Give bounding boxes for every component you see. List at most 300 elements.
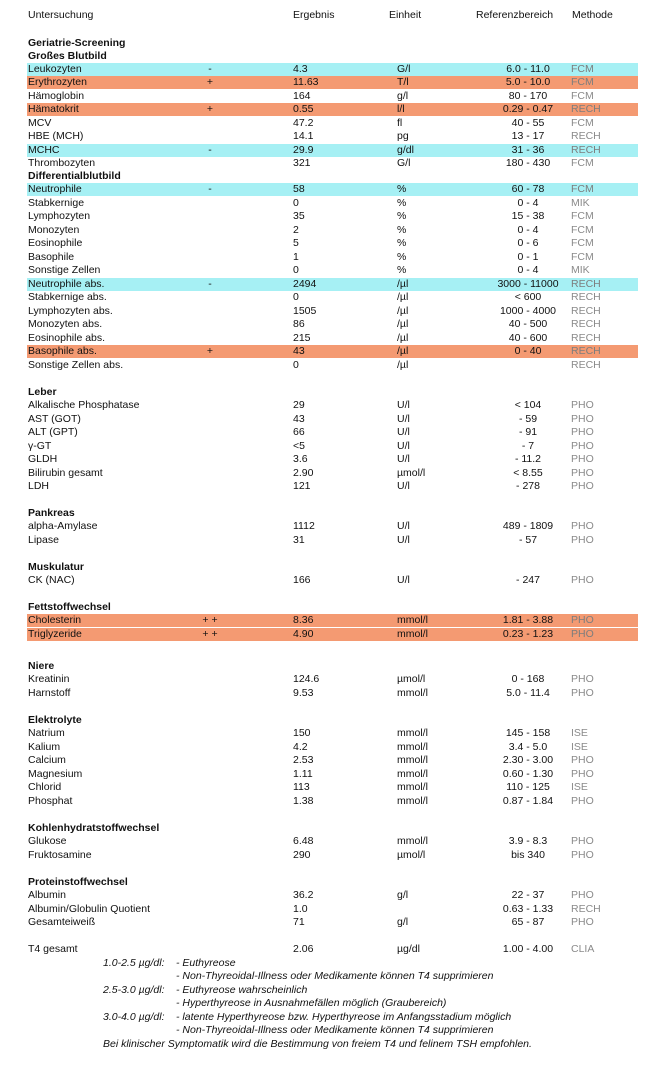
result-row	[27, 614, 638, 627]
method-code: FCM	[571, 183, 594, 195]
test-name: Fruktosamine	[28, 849, 92, 861]
test-name: Bilirubin gesamt	[28, 467, 103, 479]
section-kohlenhydratstoffwechsel: Kohlenhydratstoffwechsel	[28, 822, 160, 834]
result-unit: mmol/l	[397, 768, 428, 780]
method-code: FCM	[571, 90, 594, 102]
section-proteinstoffwechsel: Proteinstoffwechsel	[28, 876, 128, 888]
test-name: Calcium	[28, 754, 66, 766]
result-value: 29.9	[293, 144, 314, 156]
result-value: 71	[293, 916, 305, 928]
test-name: Sonstige Zellen abs.	[28, 359, 124, 371]
method-code: RECH	[571, 130, 601, 142]
method-code: FCM	[571, 251, 594, 263]
result-unit: mmol/l	[397, 687, 428, 699]
flag-indicator: +	[206, 76, 214, 88]
header-unit: Einheit	[389, 9, 422, 21]
result-unit: /µl	[397, 305, 409, 317]
reference-range: - 11.2	[514, 453, 542, 465]
reference-range: 0 - 6	[517, 237, 539, 249]
reference-range: < 600	[514, 291, 542, 303]
method-code: CLIA	[571, 943, 595, 955]
method-code: PHO	[571, 453, 594, 465]
result-row	[27, 399, 638, 412]
test-name: Erythrozyten	[28, 76, 87, 88]
reference-range: 13 - 17	[511, 130, 545, 142]
result-unit: T/l	[397, 76, 409, 88]
test-name: Monozyten	[28, 224, 80, 236]
result-unit: %	[397, 251, 407, 263]
result-unit: /µl	[397, 332, 409, 344]
header-test: Untersuchung	[28, 9, 94, 21]
test-name: Natrium	[28, 727, 65, 739]
result-row	[27, 76, 638, 89]
method-code: PHO	[571, 673, 594, 685]
result-value: 290	[293, 849, 311, 861]
reference-range: 0.63 - 1.33	[502, 903, 554, 915]
method-code: MIK	[571, 197, 590, 209]
method-code: ISE	[571, 727, 588, 739]
method-code: RECH	[571, 359, 601, 371]
test-name: GLDH	[28, 453, 58, 465]
method-code: FCM	[571, 117, 594, 129]
method-code: PHO	[571, 574, 594, 586]
method-code: RECH	[571, 144, 601, 156]
result-row	[27, 63, 638, 76]
result-row	[27, 754, 638, 767]
method-code: PHO	[571, 467, 594, 479]
result-row	[27, 673, 638, 686]
result-value: 4.2	[293, 741, 308, 753]
method-code: PHO	[571, 480, 594, 492]
result-row	[27, 157, 638, 170]
method-code: RECH	[571, 345, 601, 357]
header-reference: Referenzbereich	[476, 9, 554, 21]
result-value: 124.6	[293, 673, 320, 685]
result-value: 0.55	[293, 103, 314, 115]
test-name: Phosphat	[28, 795, 73, 807]
result-unit: mmol/l	[397, 741, 428, 753]
result-value: 11.63	[293, 76, 319, 88]
result-row	[27, 90, 638, 103]
result-value: 8.36	[293, 614, 314, 626]
result-row	[27, 278, 638, 291]
test-name: T4 gesamt	[28, 943, 78, 955]
method-code: PHO	[571, 614, 594, 626]
test-name: Sonstige Zellen	[28, 264, 101, 276]
test-name: Monozyten abs.	[28, 318, 103, 330]
test-name: Eosinophile	[28, 237, 83, 249]
method-code: PHO	[571, 628, 594, 640]
test-name: Harnstoff	[28, 687, 71, 699]
note-range-2-line-b: - Hyperthyreose in Ausnahmefällen möglich (Graubereich)	[176, 997, 447, 1009]
result-unit: U/l	[397, 520, 410, 532]
test-name: Leukozyten	[28, 63, 82, 75]
reference-range: 5.0 - 10.0	[505, 76, 551, 88]
reference-range: < 104	[514, 399, 542, 411]
result-row	[27, 741, 638, 754]
reference-range: 145 - 158	[505, 727, 551, 739]
reference-range: 15 - 38	[511, 210, 545, 222]
method-code: PHO	[571, 768, 594, 780]
result-value: 164	[293, 90, 311, 102]
result-unit: /µl	[397, 318, 409, 330]
test-name: MCV	[28, 117, 52, 129]
result-unit: mmol/l	[397, 727, 428, 739]
note-range-3-line-a: - latente Hyperthyreose bzw. Hyperthyreose im Anfangsstadium möglich	[176, 1011, 512, 1023]
reference-range: 40 - 55	[511, 117, 545, 129]
method-code: RECH	[571, 332, 601, 344]
result-row	[27, 440, 638, 453]
test-name: alpha-Amylase	[28, 520, 98, 532]
test-name: Chlorid	[28, 781, 62, 793]
test-name: Thrombozyten	[28, 157, 96, 169]
result-unit: µmol/l	[397, 467, 426, 479]
section-differentialblutbild: Differentialblutbild	[28, 170, 121, 182]
result-unit: /µl	[397, 359, 409, 371]
result-row	[27, 318, 638, 331]
result-unit: g/l	[397, 90, 409, 102]
test-name: Lymphozyten	[28, 210, 91, 222]
result-value: 121	[293, 480, 311, 492]
reference-range: 80 - 170	[508, 90, 548, 102]
result-unit: mmol/l	[397, 754, 428, 766]
test-name: γ-GT	[28, 440, 52, 452]
method-code: PHO	[571, 440, 594, 452]
result-unit: %	[397, 197, 407, 209]
result-value: 58	[293, 183, 305, 195]
result-unit: µg/dl	[397, 943, 420, 955]
method-code: PHO	[571, 534, 594, 546]
test-name: Basophile	[28, 251, 75, 263]
note-range-2-label: 2.5-3.0 µg/dl:	[103, 984, 165, 996]
test-name: LDH	[28, 480, 50, 492]
reference-range: 0 - 1	[517, 251, 539, 263]
method-code: PHO	[571, 687, 594, 699]
reference-range: 0 - 4	[517, 264, 539, 276]
result-row	[27, 117, 638, 130]
method-code: FCM	[571, 237, 594, 249]
result-row	[27, 467, 638, 480]
result-unit: %	[397, 264, 407, 276]
result-unit: mmol/l	[397, 628, 428, 640]
reference-range: 0 - 40	[514, 345, 542, 357]
result-row	[27, 795, 638, 808]
test-name: Hämoglobin	[28, 90, 85, 102]
test-name: Gesamteiweiß	[28, 916, 96, 928]
result-row	[27, 889, 638, 902]
result-unit: /µl	[397, 278, 409, 290]
test-name: Neutrophile	[28, 183, 82, 195]
result-value: 1.38	[293, 795, 314, 807]
reference-range: 3.4 - 5.0	[508, 741, 548, 753]
result-value: 0	[293, 291, 299, 303]
result-unit: µmol/l	[397, 849, 426, 861]
result-value: 9.53	[293, 687, 314, 699]
result-row	[27, 332, 638, 345]
method-code: FCM	[571, 76, 594, 88]
test-name: Eosinophile abs.	[28, 332, 106, 344]
test-name: Triglyzeride	[28, 628, 82, 640]
reference-range: - 57	[518, 534, 538, 546]
reference-range: 31 - 36	[511, 144, 545, 156]
result-unit: g/l	[397, 916, 409, 928]
section-geriatrie: Geriatrie-Screening	[28, 37, 126, 49]
reference-range: 6.0 - 11.0	[506, 63, 550, 75]
result-value: 66	[293, 426, 305, 438]
header-result: Ergebnis	[293, 9, 335, 21]
note-footer: Bei klinischer Symptomatik wird die Bestimmung von freiem T4 und felinem TSH empfohlen.	[103, 1038, 532, 1050]
result-unit: G/l	[397, 63, 411, 75]
reference-range: - 59	[518, 413, 538, 425]
result-row	[27, 130, 638, 143]
reference-range: 1.81 - 3.88	[502, 614, 554, 626]
reference-range: 22 - 37	[511, 889, 545, 901]
result-row	[27, 291, 638, 304]
reference-range: 0 - 4	[517, 197, 539, 209]
result-row	[27, 534, 638, 547]
flag-indicator: -	[208, 183, 212, 195]
result-unit: U/l	[397, 399, 410, 411]
test-name: Glukose	[28, 835, 67, 847]
reference-range: 40 - 500	[508, 318, 548, 330]
result-unit: g/dl	[397, 144, 414, 156]
result-unit: U/l	[397, 426, 410, 438]
result-unit: /µl	[397, 291, 409, 303]
method-code: PHO	[571, 426, 594, 438]
result-row	[27, 781, 638, 794]
result-value: 0	[293, 264, 299, 276]
reference-range: 0 - 168	[511, 673, 545, 685]
method-code: RECH	[571, 318, 601, 330]
reference-range: 2.30 - 3.00	[502, 754, 554, 766]
test-name: Stabkernige	[28, 197, 85, 209]
note-range-1-line-b: - Non-Thyreoidal-Illness oder Medikamente können T4 supprimieren	[176, 970, 494, 982]
test-name: ALT (GPT)	[28, 426, 78, 438]
result-row	[27, 426, 638, 439]
result-unit: mmol/l	[397, 795, 428, 807]
result-value: 36.2	[293, 889, 314, 901]
method-code: RECH	[571, 903, 601, 915]
reference-range: 3000 - 11000	[497, 278, 559, 290]
result-value: 31	[293, 534, 305, 546]
result-row	[27, 183, 638, 196]
method-code: RECH	[571, 291, 601, 303]
result-unit: l/l	[397, 103, 405, 115]
test-name: Hämatokrit	[28, 103, 79, 115]
result-unit: mmol/l	[397, 835, 428, 847]
result-value: 321	[293, 157, 311, 169]
result-value: 3.6	[293, 453, 308, 465]
reference-range: 180 - 430	[505, 157, 551, 169]
result-row	[27, 835, 638, 848]
result-row	[27, 144, 638, 157]
method-code: PHO	[571, 835, 594, 847]
result-value: 2	[293, 224, 299, 236]
reference-range: 0 - 4	[517, 224, 539, 236]
test-name: Albumin/Globulin Quotient	[28, 903, 150, 915]
method-code: FCM	[571, 224, 594, 236]
method-code: FCM	[571, 210, 594, 222]
result-unit: U/l	[397, 534, 410, 546]
method-code: PHO	[571, 795, 594, 807]
result-row	[27, 903, 638, 916]
method-code: MIK	[571, 264, 590, 276]
result-value: 4.90	[293, 628, 314, 640]
result-value: 29	[293, 399, 305, 411]
result-row	[27, 359, 638, 372]
result-row	[27, 345, 638, 358]
result-unit: U/l	[397, 480, 410, 492]
flag-indicator: + +	[202, 628, 218, 640]
note-range-1-line-a: - Euthyreose	[176, 957, 236, 969]
reference-range: 1000 - 4000	[499, 305, 557, 317]
test-name: Kalium	[28, 741, 61, 753]
reference-range: 0.23 - 1.23	[502, 628, 554, 640]
result-value: 47.2	[293, 117, 314, 129]
result-unit: g/l	[397, 889, 409, 901]
result-unit: mmol/l	[397, 614, 428, 626]
result-unit: U/l	[397, 440, 410, 452]
result-value: 4.3	[293, 63, 308, 75]
reference-range: < 8.55	[513, 467, 543, 479]
test-name: Albumin	[28, 889, 66, 901]
method-code: FCM	[571, 157, 594, 169]
result-row	[27, 574, 638, 587]
flag-indicator: -	[208, 278, 212, 290]
result-row	[27, 305, 638, 318]
result-row	[27, 251, 638, 264]
result-value: 14.1	[293, 130, 314, 142]
reference-range: - 247	[516, 574, 540, 586]
method-code: PHO	[571, 413, 594, 425]
reference-range: - 7	[521, 440, 535, 452]
result-unit: /µl	[397, 345, 409, 357]
result-value: 113	[293, 781, 310, 793]
result-value: 0	[293, 359, 299, 371]
note-range-1-label: 1.0-2.5 µg/dl:	[103, 957, 165, 969]
test-name: Cholesterin	[28, 614, 82, 626]
result-value: 43	[293, 413, 305, 425]
reference-range: 0.87 - 1.84	[502, 795, 554, 807]
result-value: 215	[293, 332, 311, 344]
method-code: PHO	[571, 520, 594, 532]
result-row	[27, 520, 638, 533]
method-code: RECH	[571, 305, 601, 317]
result-value: 43	[293, 345, 305, 357]
result-value: 2.53	[293, 754, 314, 766]
test-name: Magnesium	[28, 768, 83, 780]
section-blutbild: Großes Blutbild	[28, 50, 107, 62]
result-unit: µmol/l	[397, 673, 426, 685]
result-row	[27, 916, 638, 929]
method-code: FCM	[571, 63, 594, 75]
section-muskulatur: Muskulatur	[28, 561, 85, 573]
flag-indicator: -	[208, 63, 212, 75]
method-code: PHO	[571, 889, 594, 901]
result-unit: U/l	[397, 413, 410, 425]
result-row	[27, 849, 638, 862]
reference-range: 0.29 - 0.47	[502, 103, 554, 115]
result-unit: %	[397, 210, 407, 222]
reference-range: 489 - 1809	[502, 520, 554, 532]
test-name: AST (GOT)	[28, 413, 81, 425]
result-row	[27, 480, 638, 493]
result-row	[27, 943, 638, 956]
note-range-3-line-b: - Non-Thyreoidal-Illness oder Medikamente können T4 supprimieren	[176, 1024, 494, 1036]
flag-indicator: +	[206, 345, 214, 357]
reference-range: 60 - 78	[511, 183, 545, 195]
result-row	[27, 103, 638, 116]
reference-range: 110 - 125	[506, 781, 550, 793]
test-name: MCHC	[28, 144, 60, 156]
result-value: 2.06	[293, 943, 314, 955]
reference-range: bis 340	[511, 849, 545, 861]
result-row	[27, 264, 638, 277]
result-unit: fl	[397, 117, 403, 129]
reference-range: 1.00 - 4.00	[502, 943, 554, 955]
result-unit: pg	[397, 130, 409, 142]
result-value: 1.11	[293, 768, 313, 780]
reference-range: - 278	[516, 480, 540, 492]
header-method: Methode	[572, 9, 613, 21]
result-value: 6.48	[293, 835, 314, 847]
result-unit: %	[397, 224, 407, 236]
method-code: PHO	[571, 916, 594, 928]
section-elektrolyte: Elektrolyte	[28, 714, 82, 726]
flag-indicator: + +	[202, 614, 218, 626]
reference-range: 65 - 87	[511, 916, 545, 928]
test-name: Kreatinin	[28, 673, 70, 685]
method-code: ISE	[571, 781, 588, 793]
result-value: 2.90	[293, 467, 314, 479]
result-value: 150	[293, 727, 311, 739]
test-name: Neutrophile abs.	[28, 278, 105, 290]
reference-range: - 91	[518, 426, 538, 438]
section-leber: Leber	[28, 386, 57, 398]
result-unit: %	[397, 237, 407, 249]
test-name: HBE (MCH)	[28, 130, 84, 142]
result-unit: %	[397, 183, 407, 195]
result-value: <5	[293, 440, 305, 452]
test-name: Stabkernige abs.	[28, 291, 107, 303]
result-unit: U/l	[397, 453, 410, 465]
result-unit: G/l	[397, 157, 411, 169]
result-row	[27, 210, 638, 223]
reference-range: 3.9 - 8.3	[508, 835, 548, 847]
section-niere: Niere	[28, 660, 55, 672]
test-name: Lipase	[28, 534, 59, 546]
result-unit: U/l	[397, 574, 410, 586]
flag-indicator: +	[206, 103, 214, 115]
result-value: 1	[293, 251, 299, 263]
result-row	[27, 727, 638, 740]
result-value: 2494	[293, 278, 317, 290]
result-row	[27, 768, 638, 781]
method-code: PHO	[571, 754, 594, 766]
result-value: 0	[293, 197, 299, 209]
flag-indicator: -	[208, 144, 212, 156]
method-code: PHO	[571, 399, 594, 411]
result-value: 5	[293, 237, 299, 249]
result-row	[27, 197, 638, 210]
result-value: 166	[293, 574, 311, 586]
result-value: 35	[293, 210, 305, 222]
section-pankreas: Pankreas	[28, 507, 75, 519]
method-code: ISE	[571, 741, 588, 753]
result-value: 86	[293, 318, 305, 330]
result-unit: mmol/l	[397, 781, 428, 793]
result-row	[27, 628, 638, 641]
